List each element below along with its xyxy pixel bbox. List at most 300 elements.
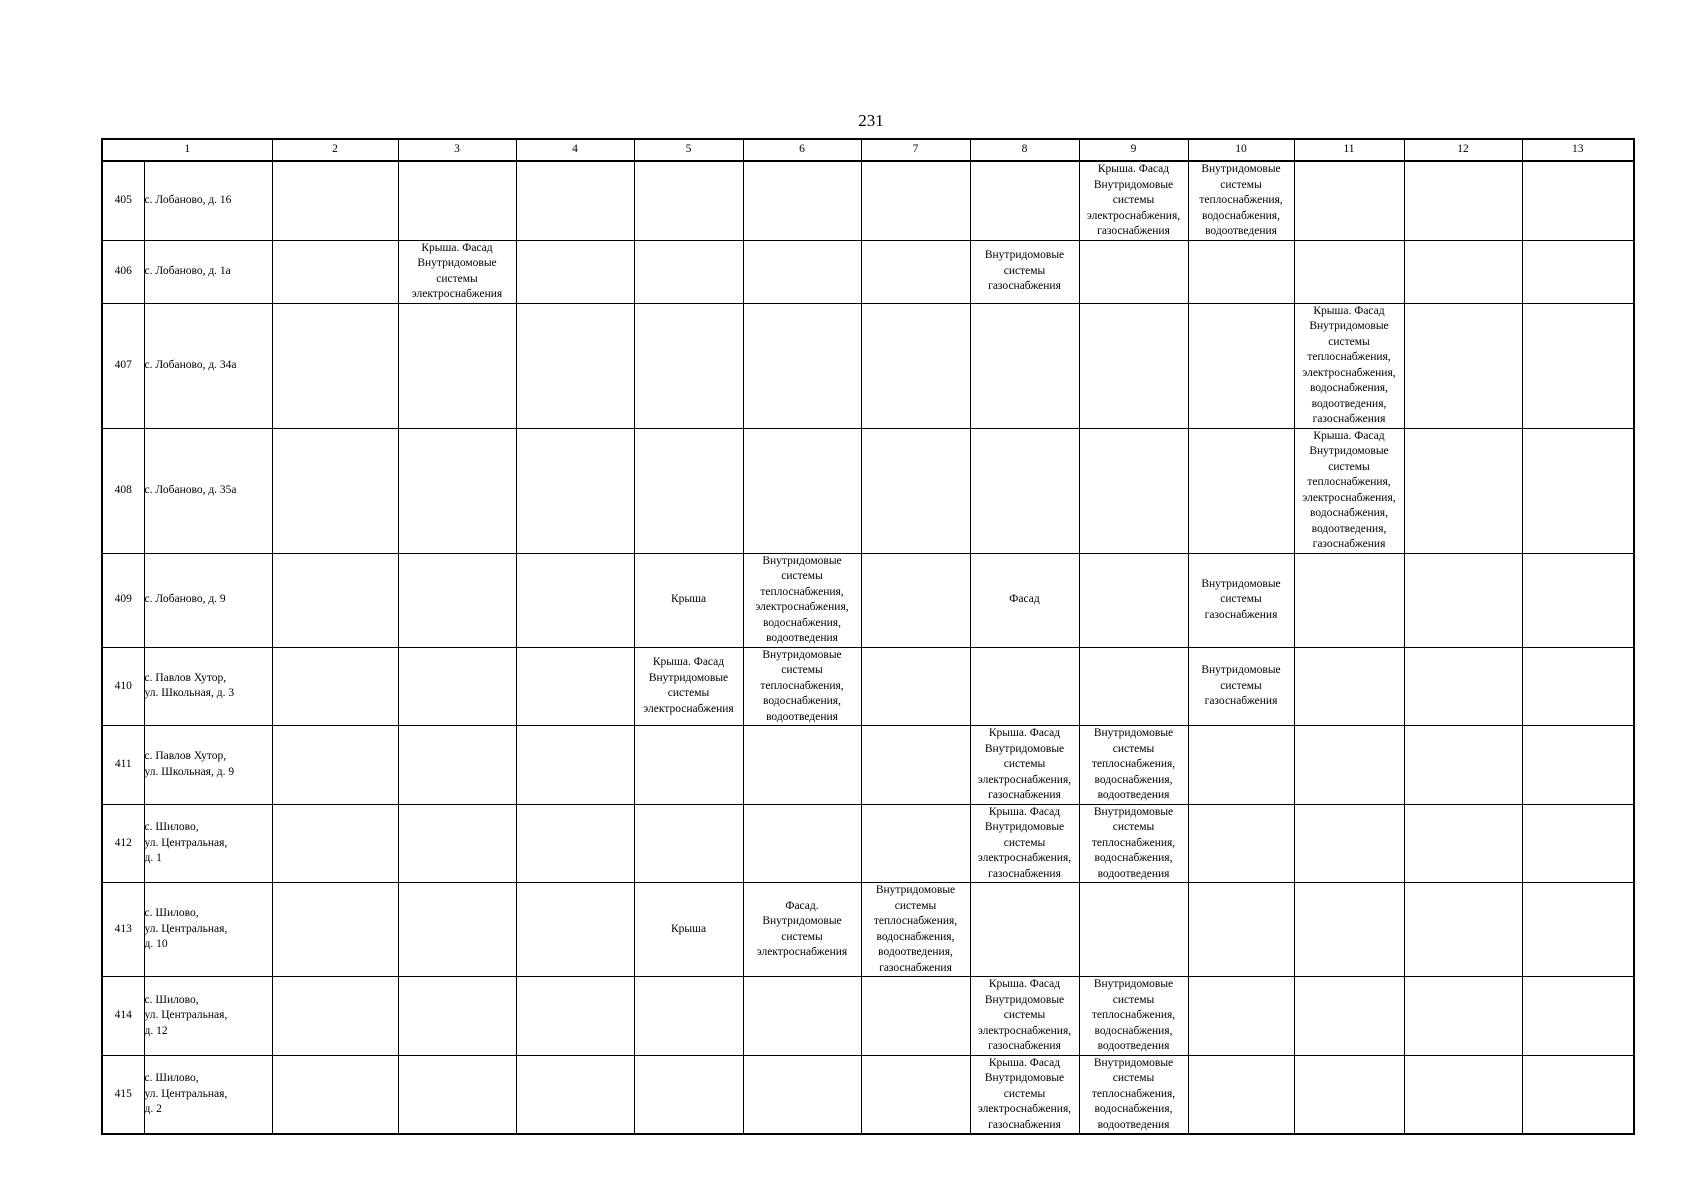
cell-col-6 [743,804,861,883]
work-line: Крыша. Фасад [988,805,1061,818]
address-line: с. Павлов Хутор, [144,671,227,684]
row-address [144,977,272,1056]
work-line: электроснабжения, [1302,366,1396,379]
work-line: электроснабжения, [1302,491,1396,504]
work-line: системы [436,272,478,285]
work-line: газоснабжения [988,1040,1061,1052]
work-line: электроснабжения, [977,773,1072,786]
cell-col-4 [516,428,634,553]
cell-col-4 [516,647,634,726]
header-col-2: 2 [272,139,398,161]
cell-col-5 [634,303,743,428]
cell-col-9 [1079,303,1188,428]
header-col-11: 11 [1294,139,1404,161]
cell-col-13 [1522,303,1634,428]
work-line: Внутридомовые [1201,664,1281,676]
row-address [144,553,272,647]
cell-col-12 [1404,428,1522,553]
cell-col-2 [272,726,398,805]
cell-col-7 [861,553,970,647]
cell-col-8 [970,240,1079,303]
cell-col-3 [398,977,516,1056]
cell-col-7 [861,161,970,240]
cell-col-2 [272,977,398,1056]
row-number: 411 [102,726,144,805]
work-line: Внутридомовые [1093,978,1174,990]
cell-col-13 [1522,428,1634,553]
cell-col-2 [272,883,398,977]
work-line: газоснабжения [1097,225,1170,237]
cell-col-5 [634,1055,743,1134]
work-line: водоснабжения, [763,695,841,707]
row-number: 414 [102,977,144,1056]
table-row [102,161,1634,240]
cell-col-2 [272,240,398,303]
cell-col-9 [1079,428,1188,553]
header-row [102,139,1634,161]
cell-col-9 [1079,1055,1188,1134]
cell-col-6 [743,726,861,805]
header-col-4: 4 [516,139,634,161]
work-line: водоотведения, [878,946,953,958]
work-line: Фасад [1009,593,1040,606]
work-line: водоотведения [1097,1040,1170,1052]
work-line: водоотведения [1205,225,1277,237]
work-line: Внутридомовые [417,257,497,269]
cell-col-13 [1522,161,1634,240]
cell-col-11 [1294,240,1404,303]
cell-col-12 [1404,977,1522,1056]
cell-col-8 [970,804,1079,883]
row-number: 405 [102,161,144,240]
row-address [144,883,272,977]
cell-col-8 [970,428,1079,553]
cell-col-2 [272,1055,398,1134]
cell-col-3 [398,240,516,303]
cell-col-7 [861,303,970,428]
work-line: Внутридомовые [1309,445,1389,457]
cell-col-2 [272,303,398,428]
work-line: газоснабжения [1312,413,1386,425]
cell-col-3 [398,804,516,883]
work-line: Внутридомовые [984,993,1065,1006]
cell-col-5 [634,804,743,883]
address-line: с. Лобаново, д. 34а [144,358,237,371]
cell-col-13 [1522,553,1634,647]
address-line: д. 2 [144,1103,162,1115]
work-line: теплоснабжения, [1091,1087,1176,1100]
cell-col-10 [1188,726,1294,805]
row-address [144,161,272,240]
cell-col-5 [634,977,743,1056]
address-line: с. Шилово, [144,993,199,1006]
address-line: ул. Школьная, д. 9 [144,765,235,778]
work-line: электроснабжения, [977,1024,1072,1037]
cell-col-6 [743,977,861,1056]
repair-schedule-table [101,138,1635,1135]
work-line: системы [894,899,937,912]
row-number: 407 [102,303,144,428]
row-address [144,726,272,805]
cell-col-11 [1294,428,1404,553]
row-number: 409 [102,553,144,647]
work-line: Внутридомовые [1093,727,1174,739]
work-line: Крыша. Фасад [1313,304,1385,317]
cell-col-12 [1404,804,1522,883]
work-line: Крыша [670,922,707,935]
cell-col-7 [861,428,970,553]
cell-col-12 [1404,1055,1522,1134]
cell-col-9 [1079,647,1188,726]
work-line: Крыша. Фасад [421,241,493,254]
work-line: Внутридомовые [648,671,729,684]
cell-col-12 [1404,240,1522,303]
work-line: Крыша. Фасад [988,727,1061,739]
work-line: Крыша. Фасад [1313,429,1385,442]
cell-col-2 [272,161,398,240]
work-line: газоснабжения [1204,695,1278,707]
header-col-5: 5 [634,139,743,161]
work-line: системы [1003,264,1046,277]
work-line: водоотведения [766,632,838,644]
address-line: с. Лобаново, д. 35а [144,483,237,496]
work-line: водоснабжения, [1310,382,1388,394]
address-line: ул. Школьная, д. 3 [144,687,235,700]
cell-col-11 [1294,804,1404,883]
work-line: электроснабжения [411,288,503,300]
cell-col-8 [970,303,1079,428]
cell-col-10 [1188,240,1294,303]
cell-col-7 [861,240,970,303]
cell-col-3 [398,303,516,428]
cell-col-8 [970,883,1079,977]
work-line: системы [781,570,823,582]
cell-col-6 [743,647,861,726]
work-line: системы [1112,993,1155,1006]
cell-col-5 [634,240,743,303]
work-line: теплоснабжения, [1091,836,1176,849]
cell-col-9 [1079,240,1188,303]
work-line: системы [1003,836,1046,849]
cell-col-10 [1188,553,1294,647]
address-line: д. 10 [144,938,168,951]
row-address [144,1055,272,1134]
header-col-1: 1 [102,139,272,161]
cell-col-12 [1404,647,1522,726]
work-line: газоснабжения [1204,608,1278,621]
table-row [102,883,1634,977]
cell-col-10 [1188,977,1294,1056]
work-line: Внутридомовые [1201,163,1281,175]
table-row [102,303,1634,428]
address-line: с. Шилово, [144,1072,199,1084]
cell-col-12 [1404,303,1522,428]
work-line: Внутридомовые [1093,805,1174,818]
cell-col-3 [398,726,516,805]
work-line: Внутридомовые [1309,320,1389,332]
cell-col-5 [634,883,743,977]
cell-col-6 [743,303,861,428]
address-line: с. Павлов Хутор, [144,750,227,763]
work-line: системы [1112,1072,1155,1084]
work-line: системы [1220,593,1262,606]
work-line: газоснабжения [988,867,1061,880]
work-line: Внутридомовые [984,821,1065,833]
cell-col-9 [1079,977,1188,1056]
work-line: водоснабжения, [1202,209,1280,222]
cell-col-5 [634,553,743,647]
cell-col-9 [1079,883,1188,977]
header-col-10: 10 [1188,139,1294,161]
row-address [144,647,272,726]
work-line: Внутридомовые [984,1072,1065,1084]
cell-col-4 [516,726,634,805]
cell-col-13 [1522,804,1634,883]
work-line: теплоснабжения, [873,915,958,927]
address-line: с. Лобаново, д. 9 [144,593,226,606]
cell-col-8 [970,726,1079,805]
cell-col-11 [1294,883,1404,977]
cell-col-6 [743,240,861,303]
work-line: системы [781,930,823,943]
address-line: ул. Центральная, [144,1009,228,1021]
work-line: системы [1220,679,1262,692]
work-line: водоснабжения, [876,930,955,943]
cell-col-10 [1188,647,1294,726]
cell-col-10 [1188,883,1294,977]
row-address [144,240,272,303]
cell-col-11 [1294,726,1404,805]
header-col-3: 3 [398,139,516,161]
cell-col-11 [1294,647,1404,726]
work-line: Крыша. Фасад [1097,163,1170,175]
cell-col-11 [1294,553,1404,647]
cell-col-7 [861,804,970,883]
work-line: водоотведения, [1311,522,1387,535]
address-line: ул. Центральная, [144,1087,228,1100]
cell-col-2 [272,804,398,883]
work-line: газоснабжения [988,789,1061,801]
work-line: водоотведения [1097,1118,1170,1131]
row-address [144,428,272,553]
cell-col-8 [970,553,1079,647]
address-line: д. 12 [144,1024,168,1037]
work-line: водоснабжения, [763,616,841,629]
row-address [144,804,272,883]
address-line: ул. Центральная, [144,836,228,849]
work-line: электроснабжения, [977,852,1072,864]
work-line: теплоснабжения, [760,679,844,692]
work-line: Фасад. [785,899,819,912]
work-line: водоотведения [1097,789,1170,801]
table-row [102,1055,1634,1134]
cell-col-10 [1188,428,1294,553]
work-line: Крыша. Фасад [988,1056,1061,1069]
work-line: Внутридомовые [762,554,842,567]
row-number: 410 [102,647,144,726]
row-number: 413 [102,883,144,977]
work-line: системы [1328,335,1370,348]
header-col-12: 12 [1404,139,1522,161]
cell-col-13 [1522,726,1634,805]
address-line: д. 1 [144,852,162,864]
work-line: водоотведения [1097,867,1170,880]
header-col-9: 9 [1079,139,1188,161]
work-line: Крыша. Фасад [988,978,1061,990]
cell-col-3 [398,553,516,647]
header-col-8: 8 [970,139,1079,161]
work-line: теплоснабжения, [760,585,844,598]
address-line: с. Шилово, [144,907,199,920]
cell-col-13 [1522,1055,1634,1134]
work-line: системы [1003,758,1046,770]
address-line: ул. Центральная, [144,922,228,935]
cell-col-5 [634,647,743,726]
work-line: системы [1220,178,1262,191]
cell-col-4 [516,303,634,428]
work-line: теплоснабжения, [1091,758,1176,770]
cell-col-8 [970,977,1079,1056]
row-number: 408 [102,428,144,553]
work-line: Внутридомовые [762,648,842,661]
work-line: водоснабжения, [1094,1103,1173,1115]
address-line: с. Шилово, [144,821,199,833]
address-line: с. Лобаново, д. 16 [144,194,232,206]
cell-col-3 [398,161,516,240]
cell-col-9 [1079,553,1188,647]
address-line: с. Лобаново, д. 1а [144,264,231,277]
table-row [102,647,1634,726]
cell-col-12 [1404,883,1522,977]
work-line: водоснабжения, [1094,773,1173,786]
table-row [102,240,1634,303]
cell-col-5 [634,428,743,553]
table-body [102,161,1634,1134]
cell-col-7 [861,1055,970,1134]
work-line: Крыша [670,593,707,606]
cell-col-4 [516,883,634,977]
table-header [102,139,1634,161]
work-line: электроснабжения, [977,1103,1072,1115]
cell-col-11 [1294,161,1404,240]
cell-col-2 [272,647,398,726]
work-line: водоснабжения, [1094,852,1173,864]
table-row [102,726,1634,805]
cell-col-4 [516,1055,634,1134]
header-col-7: 7 [861,139,970,161]
cell-col-10 [1188,1055,1294,1134]
cell-col-4 [516,977,634,1056]
table-row [102,428,1634,553]
work-line: теплоснабжения, [1199,194,1283,206]
cell-col-13 [1522,977,1634,1056]
row-number: 406 [102,240,144,303]
cell-col-7 [861,883,970,977]
cell-col-13 [1522,883,1634,977]
header-col-13: 13 [1522,139,1634,161]
cell-col-4 [516,240,634,303]
cell-col-7 [861,977,970,1056]
work-line: теплоснабжения, [1307,351,1391,363]
cell-col-8 [970,161,1079,240]
work-line: водоотведения, [1311,397,1387,410]
work-line: Внутридомовые [1093,1056,1174,1069]
cell-col-6 [743,428,861,553]
cell-col-6 [743,161,861,240]
cell-col-7 [861,726,970,805]
cell-col-2 [272,553,398,647]
work-line: системы [781,664,823,676]
work-line: системы [667,687,710,700]
cell-col-11 [1294,303,1404,428]
cell-col-3 [398,428,516,553]
cell-col-9 [1079,161,1188,240]
work-line: теплоснабжения, [1091,1009,1176,1021]
table-row [102,977,1634,1056]
row-address [144,303,272,428]
cell-col-4 [516,161,634,240]
header-col-6: 6 [743,139,861,161]
cell-col-13 [1522,647,1634,726]
cell-col-10 [1188,804,1294,883]
work-line: Внутридомовые [762,915,842,927]
work-line: Внутридомовые [875,884,956,896]
cell-col-13 [1522,240,1634,303]
cell-col-3 [398,647,516,726]
work-line: электроснабжения [643,702,734,715]
work-line: Внутридомовые [1201,577,1281,590]
cell-col-12 [1404,553,1522,647]
work-line: Внутридомовые [984,742,1065,755]
cell-col-12 [1404,161,1522,240]
work-line: системы [1328,460,1370,473]
work-line: водоснабжения, [1094,1024,1173,1037]
work-line: Крыша. Фасад [652,656,725,669]
work-line: электроснабжения, [755,601,849,613]
page-number: 231 [858,111,884,130]
work-line: системы [1112,821,1155,833]
table-row [102,553,1634,647]
cell-col-4 [516,553,634,647]
work-line: системы [1112,194,1155,206]
cell-col-10 [1188,303,1294,428]
cell-col-7 [861,647,970,726]
cell-col-5 [634,726,743,805]
work-line: системы [1112,742,1155,755]
cell-col-5 [634,161,743,240]
work-line: электроснабжения, [1086,209,1181,222]
cell-col-6 [743,1055,861,1134]
work-line: водоснабжения, [1310,507,1388,519]
row-number: 412 [102,804,144,883]
work-line: электроснабжения [756,946,848,958]
cell-col-2 [272,428,398,553]
cell-col-9 [1079,804,1188,883]
cell-col-11 [1294,1055,1404,1134]
work-line: Внутридомовые [984,249,1065,262]
work-line: газоснабжения [988,280,1061,293]
work-line: газоснабжения [1312,538,1386,550]
work-line: системы [1003,1087,1046,1100]
work-line: теплоснабжения, [1307,476,1391,488]
cell-col-10 [1188,161,1294,240]
cell-col-3 [398,883,516,977]
work-line: Внутридомовые [1093,178,1174,191]
cell-col-3 [398,1055,516,1134]
work-line: газоснабжения [988,1118,1061,1131]
cell-col-12 [1404,726,1522,805]
cell-col-8 [970,1055,1079,1134]
